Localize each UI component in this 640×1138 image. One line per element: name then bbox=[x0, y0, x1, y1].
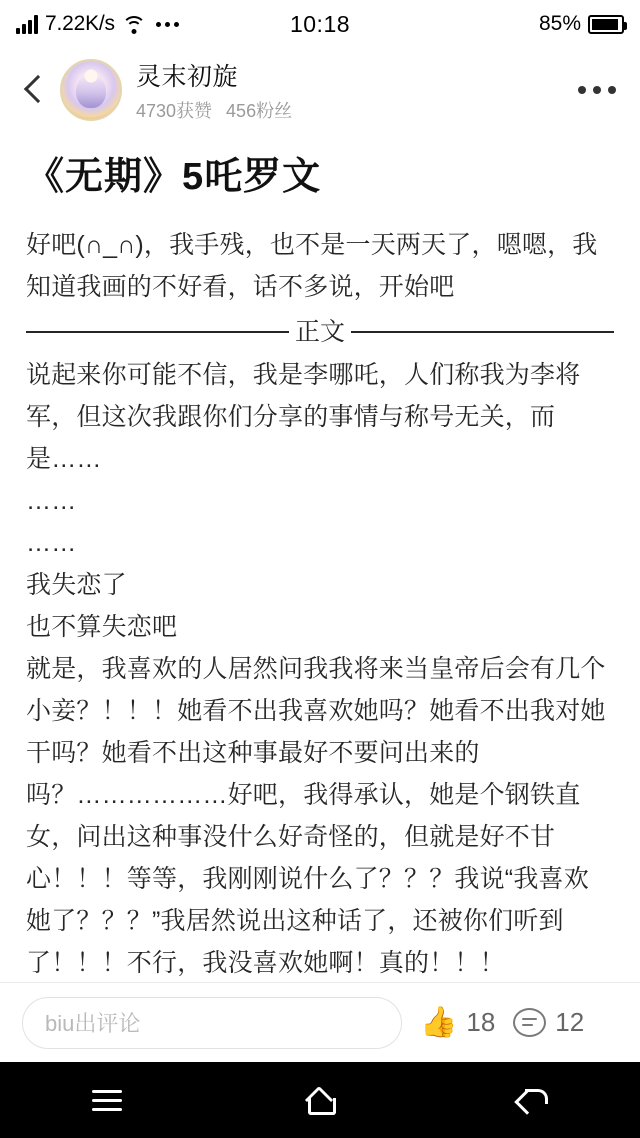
section-divider bbox=[26, 312, 614, 352]
more-options-icon[interactable] bbox=[576, 76, 618, 104]
like-action[interactable] bbox=[420, 1007, 495, 1038]
comment-count: 12 bbox=[555, 1007, 585, 1037]
back-nav-icon bbox=[517, 1087, 549, 1113]
article-intro: 好吧(∩_∩)，我手残，也不是一天两天了，嗯嗯，我知道我画的不好看，话不多说，开始吧 bbox=[26, 230, 598, 301]
like-count: 18 bbox=[466, 1007, 496, 1037]
article-paragraph: 我失恋了 bbox=[26, 570, 127, 599]
menu-icon bbox=[92, 1090, 122, 1111]
back-chevron-icon[interactable] bbox=[18, 68, 52, 112]
status-clock: 10:18 bbox=[289, 10, 351, 37]
comment-bubble-icon bbox=[513, 1008, 546, 1037]
network-speed-label: 7.22K/s bbox=[45, 12, 115, 35]
section-divider-label: 正文 bbox=[295, 317, 346, 346]
fans-count: 456粉丝 bbox=[226, 101, 293, 121]
battery-percent-label: 85% bbox=[538, 12, 581, 35]
article-paragraph: …… bbox=[26, 486, 77, 515]
nav-home-button[interactable] bbox=[214, 1062, 425, 1138]
article-paragraph: 就是，我喜欢的人居然问我我将来当皇帝后会有几个小妾？！！！她看不出我喜欢她吗？她看不出我对她干吗？她看不出这种事最好不要问出来的吗？………………好吧，我得承认，她是个钢铁直女，问出这种事没什么好奇怪的，但就是好不甘心！！！等等，我刚刚说什么了？？？我说“我喜欢她了？？？”我居然说出这种话了，还被你们听到了！！！不行，我没喜欢她啊！真的！！！ bbox=[26, 654, 606, 977]
battery-icon bbox=[588, 15, 624, 34]
thumbs-up-icon: 👍 bbox=[420, 1005, 458, 1039]
comment-bar bbox=[0, 982, 640, 1062]
nav-menu-button[interactable] bbox=[1, 1062, 212, 1138]
article-paragraph: 说起来你可能不信，我是李哪吒，人们称我为李将军，但这次我跟你们分享的事情与称号无关，而是…… bbox=[26, 360, 581, 473]
avatar[interactable] bbox=[60, 59, 122, 121]
user-stats bbox=[136, 97, 292, 123]
page-title: 《无期》5吒罗文 bbox=[26, 156, 322, 198]
home-icon bbox=[305, 1088, 335, 1112]
user-name: 灵末初旋 bbox=[136, 63, 239, 91]
nav-back-button[interactable] bbox=[428, 1062, 639, 1138]
article-paragraph: 也不算失恋吧 bbox=[26, 612, 178, 641]
user-info[interactable] bbox=[136, 57, 292, 123]
status-bar bbox=[0, 0, 640, 48]
comment-input[interactable]: biu出评论 bbox=[22, 997, 402, 1049]
app-header bbox=[0, 48, 640, 132]
article-paragraph: …… bbox=[26, 528, 77, 557]
system-nav-bar bbox=[0, 1062, 640, 1138]
comment-action[interactable] bbox=[513, 1007, 584, 1038]
likes-count: 4730获赞 bbox=[136, 101, 213, 121]
article-content bbox=[0, 132, 640, 982]
